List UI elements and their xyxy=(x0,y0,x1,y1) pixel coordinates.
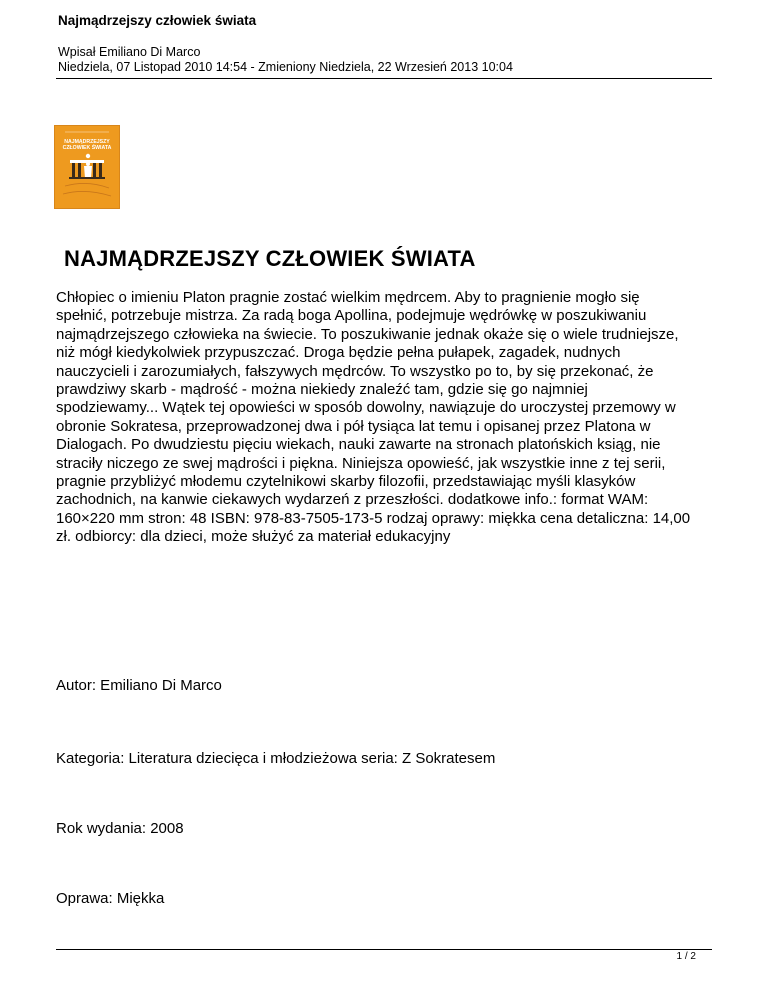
author-field: Autor: Emiliano Di Marco xyxy=(56,677,222,694)
year-field: Rok wydania: 2008 xyxy=(56,820,184,837)
book-cover-image xyxy=(54,125,120,209)
binding-field: Oprawa: Miękka xyxy=(56,890,165,907)
category-field: Kategoria: Literatura dziecięca i młodzieżowa seria: Z Sokratesem xyxy=(56,750,496,767)
cover-title-line2: CZŁOWIEK ŚWIATA xyxy=(62,145,112,151)
page-number: 1 / 2 xyxy=(676,951,696,962)
author-line: Wpisał Emiliano Di Marco xyxy=(58,45,201,59)
footer-divider xyxy=(56,949,712,950)
header-divider xyxy=(56,78,712,79)
page-title: Najmądrzejszy człowiek świata xyxy=(58,13,257,28)
cover-title-line1: NAJMĄDRZEJSZY xyxy=(64,139,110,145)
article-heading: NAJMĄDRZEJSZY CZŁOWIEK ŚWIATA xyxy=(64,246,476,271)
article-body: Chłopiec o imieniu Platon pragnie zostać wielkim mędrcem. Aby to pragnienie mogło się spełnić, potrzebuje mistrza. Za radą boga Apollina, podejmuje wędrówkę w poszukiwaniu najmądrzejszego człowieka na świecie. To poszukiwanie jednak okaże się o wiele trudniejsze, niż mógł kiedykolwiek przypuszczać. Droga będzie pełna pułapek, zagadek, nudnych nauczycieli i zarozumiałych, fałszywych mędrców. To wszystko po to, by się przekonać, że prawdziwy skarb - mądrość - można niekiedy znaleźć tam, gdzie się go najmniej spodziewamy... Wątek tej opowieści w sposób dowolny, nawiązuje do uroczystej przemowy w obronie Sokratesa, przeprowadzonej dwa i pół tysiąca lat temu i opisanej przez Platona w Dialogach. Po dwudziestu pięciu wiekach, nauki zawarte na stronach platońskich ksiąg, nie straciły niczego ze swej mądrości i piękna. Niniejsza opowieść, jak wszystkie inne z tej serii, pragnie przybliżyć młodemu czytelnikowi skarby filozofii, przedstawiając myśli klasyków zachodnich, na kanwie ciekawych wydarzeń z przeszłości. dodatkowe info.: format WAM: 160×220 mm stron: 48 ISBN: 978-83-7505-173-5 rodzaj oprawy: miękka cena detaliczna: 14,00 zł. odbiorcy: dla dzieci, może służyć za materiał edukacyjny xyxy=(56,289,691,546)
dates-line: Niedziela, 07 Listopad 2010 14:54 - Zmieniony Niedziela, 22 Wrzesień 2013 10:04 xyxy=(58,60,513,74)
